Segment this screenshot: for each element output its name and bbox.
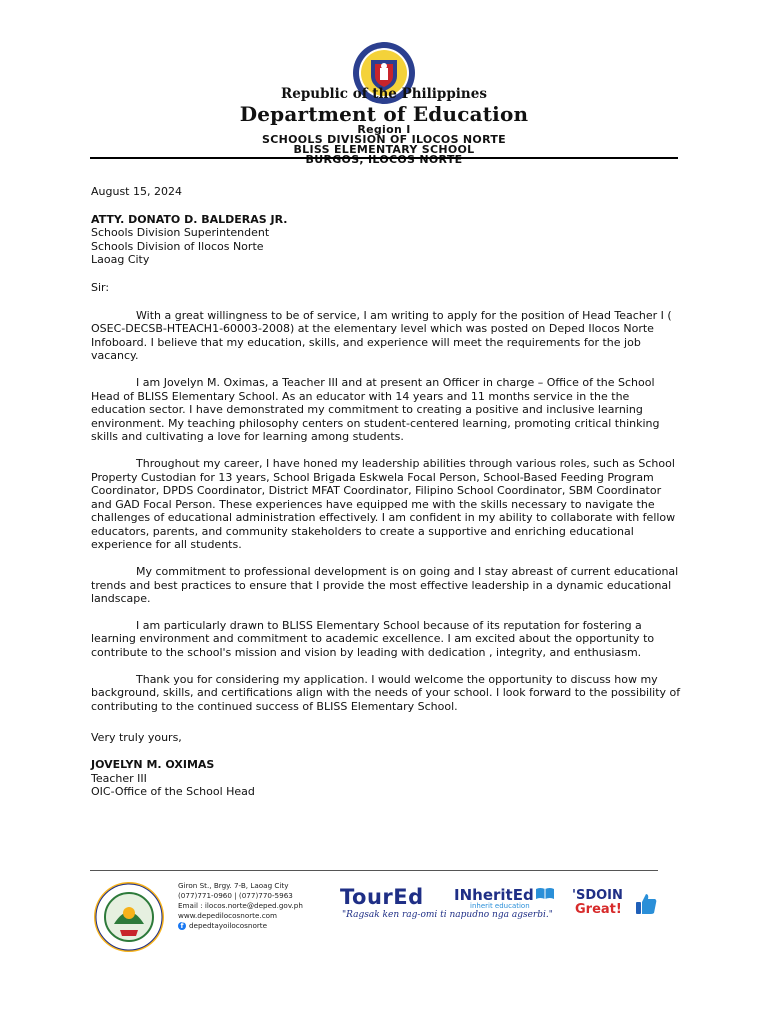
- salutation: Sir:: [91, 280, 110, 294]
- location-heading: BURGOS, ILOCOS NORTE: [305, 153, 463, 166]
- recipient-city: Laoag City: [91, 253, 150, 267]
- footer-address: Giron St., Brgy. 7-B, Laoag City: [178, 881, 289, 890]
- footer-facebook[interactable]: [178, 921, 303, 931]
- letter-body: [91, 185, 681, 799]
- facebook-icon: f: [178, 922, 186, 930]
- region-heading: Region I: [357, 123, 411, 136]
- great-logo-text: Great!: [575, 902, 622, 917]
- inherited-subtitle: inherit education: [470, 902, 530, 910]
- sdoin-logo: 'SDOIN: [572, 888, 623, 903]
- closing: Very truly yours,: [91, 731, 182, 745]
- recipient-name: ATTY. DONATO D. BALDERAS JR.: [91, 212, 288, 226]
- thumbs-up-icon: [634, 892, 658, 916]
- department-heading: Department of Education: [239, 102, 529, 126]
- paragraph-intro: With a great willingness to be of service, I am writing to apply for the position of Head Teacher I ( OSEC-DECSB-HTEACH1-60003-2008) at the elementary level which was posted on Deped Ilocos Norte Infoboard. I believe that my education, skills, and experience will meet the requirements for the job vacancy.: [91, 308, 672, 363]
- recipient-title: Schools Division Superintendent: [91, 226, 270, 240]
- signatory-office: OIC-Office of the School Head: [91, 785, 255, 799]
- open-book-icon: [535, 886, 555, 900]
- paragraph-motivation: I am particularly drawn to BLISS Elementary School because of its reputation for fostering a learning environment and commitment to academic excellence. I am excited about the opportunity to contribute to the school's mission and vision by leading with dedication , integrity, and enthusiasm.: [91, 618, 655, 660]
- footer-divider: [90, 870, 658, 871]
- republic-heading: Republic of the Philippines: [281, 86, 487, 102]
- facebook-handle: depedtayoilocosnorte: [189, 921, 268, 930]
- inherited-logo-text: INheritEd: [454, 886, 534, 904]
- division-heading: SCHOOLS DIVISION OF ILOCOS NORTE: [262, 133, 506, 146]
- footer-email: Email : ilocos.norte@deped.gov.ph: [178, 901, 303, 910]
- header-divider: [90, 157, 678, 159]
- division-tagline: "Ragsak ken rag-omi ti napudno nga agserbi.": [342, 910, 553, 920]
- paragraph-thanks: Thank you for considering my application. I would welcome the opportunity to discuss how my background, skills, and certifications align with the needs of your school. I look forward to the possibility of contributing to the continued success of BLISS Elementary School.: [91, 672, 681, 713]
- toured-logo: [340, 885, 424, 909]
- signatory-name: JOVELYN M. OXIMAS: [91, 758, 215, 771]
- recipient-block: [91, 213, 681, 267]
- paragraph-development: My commitment to professional development is on going and I stay abreast of current educational trends and best practices to ensure that I provide the most effective leadership in a dynamic educational landscape.: [91, 565, 679, 606]
- deped-division-seal-icon: [92, 880, 166, 954]
- school-heading: BLISS ELEMENTARY SCHOOL: [293, 143, 475, 156]
- footer-contact: [178, 881, 303, 931]
- paragraph-leadership: Throughout my career, I have honed my leadership abilities through various roles, such as School Property Custodian for 13 years, School Brigada Eskwela Focal Person, School-Based Feeding Program Coordinator, DPDS Coordinator, District MFAT Coordinator, Filipino School Coordinator, SBM Coordinator and GAD Focal Person. These experiences have equipped me with the skills necessary to navigate the challenges of educational administration effectively. I am confident in my ability to collaborate with fellow educators, parents, and community stakeholders to create a supportive and enriching educational experience for all students.: [91, 456, 676, 552]
- toured-logo-text: TourEd: [340, 885, 424, 909]
- signatory-position: Teacher III: [91, 771, 147, 785]
- letter-date: August 15, 2024: [91, 185, 182, 198]
- footer-phone: (077)771-0960 | (077)770-5963: [178, 891, 293, 900]
- letterhead: [90, 86, 678, 165]
- footer-website[interactable]: www.depedilocosnorte.com: [178, 911, 278, 920]
- recipient-office: Schools Division of Ilocos Norte: [91, 239, 264, 253]
- paragraph-background: I am Jovelyn M. Oximas, a Teacher III and at present an Officer in charge – Office of the School Head of BLISS Elementary School. As an educator with 14 years and 11 months service in the the education sector. I have demonstrated my commitment to creating a positive and inclusive learning environment. My teaching philosophy centers on student-centered learning, promoting critical thinking skills and cultivating a love for learning among students.: [91, 375, 660, 444]
